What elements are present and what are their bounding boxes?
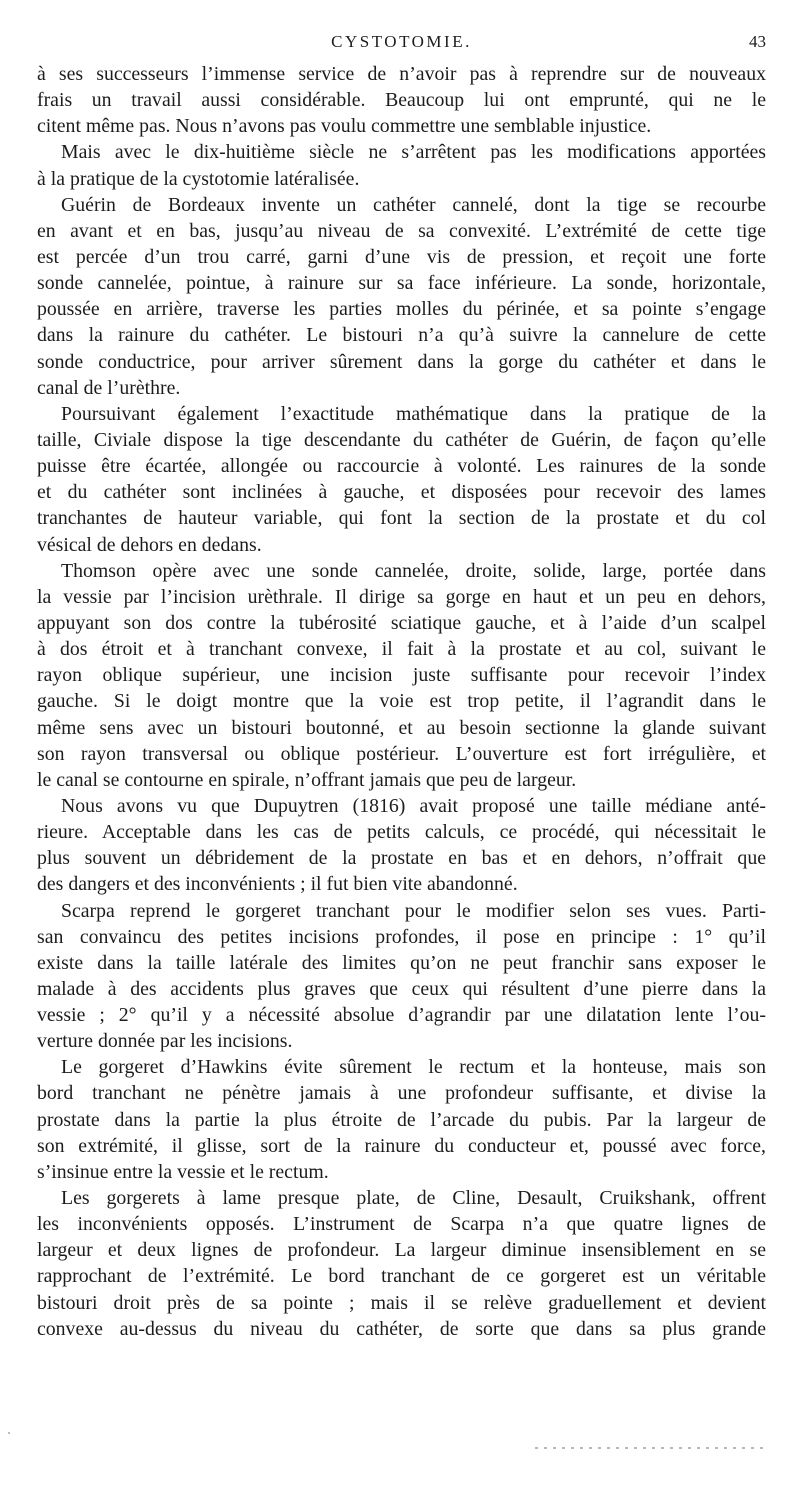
text-line: Nous avons vu que Dupuytren (1816) avait proposé une taille médiane anté- <box>61 794 766 817</box>
text-line: son extrémité, il glisse, sort de la rainure du conducteur et, poussé avec force, <box>37 1134 766 1157</box>
text-line: à dos étroit et à tranchant convexe, il fait à la prostate et au col, suivant le <box>37 638 766 661</box>
text-line: à la pratique de la cystotomie latéralisée. <box>37 167 360 190</box>
running-title: CYSTOTOMIE. <box>331 32 472 51</box>
text-line: puisse être écartée, allongée ou raccourcie à volonté. Les rainures de la sonde <box>37 455 766 478</box>
text-line: la vessie par l’incision urèthrale. Il dirige sa gorge en haut et un peu en dehors, <box>37 585 766 608</box>
text-line: poussée en arrière, traverse les parties molles du périnée, et sa pointe s’engage <box>37 298 766 321</box>
text-line: convexe au-dessus du niveau du cathéter, de sorte que dans sa plus grande <box>37 1317 766 1340</box>
text-line: Guérin de Bordeaux invente un cathéter cannelé, dont la tige se recourbe <box>61 193 766 216</box>
text-line: san convaincu des petites incisions profondes, il pose en principe : 1° qu’il <box>37 925 766 948</box>
text-line: tranchantes de hauteur variable, qui font la section de la prostate et du col <box>37 507 766 530</box>
text-line: Thomson opère avec une sonde cannelée, droite, solide, large, portée dans <box>61 559 766 582</box>
text-line: est percée d’un trou carré, garni d’une vis de pression, et reçoit une forte <box>37 245 766 268</box>
text-line: le canal se contourne en spirale, n’offrant jamais que peu de largeur. <box>37 768 577 791</box>
text-line: canal de l’urèthre. <box>37 376 181 399</box>
text-line: vessie ; 2° qu’il y a nécessité absolue d’agrandir par une dilatation lente l’ou- <box>37 1004 766 1027</box>
text-line: vésical de dehors en dedans. <box>37 533 262 556</box>
text-line: taille, Civiale dispose la tige descendante du cathéter de Guérin, de façon qu’elle <box>37 428 766 451</box>
text-line: prostate dans la partie la plus étroite de l’arcade du pubis. Par la largeur de <box>37 1108 766 1131</box>
body-text <box>37 61 766 1342</box>
text-line: même sens avec un bistouri boutonné, et au besoin sectionne la glande suivant <box>37 716 766 739</box>
text-line: rieure. Acceptable dans les cas de petits calculs, ce procédé, qui nécessitait le <box>37 821 766 844</box>
text-line: sonde cannelée, pointue, à rainure sur sa face inférieure. La sonde, horizontale, <box>37 272 766 295</box>
text-line: gauche. Si le doigt montre que la voie est trop petite, il l’agrandit dans le <box>37 690 766 713</box>
text-line: Scarpa reprend le gorgeret tranchant pour le modifier selon ses vues. Parti- <box>61 899 766 922</box>
text-line: bord tranchant ne pénètre jamais à une profondeur suffisante, et divise la <box>37 1082 766 1105</box>
text-line: les inconvénients opposés. L’instrument de Scarpa n’a que quatre lignes de <box>37 1213 766 1236</box>
text-line: Les gorgerets à lame presque plate, de Cline, Desault, Cruikshank, offrent <box>61 1187 766 1210</box>
text-line: Mais avec le dix-huitième siècle ne s’arrêtent pas les modifications apportées <box>61 141 766 164</box>
text-line: et du cathéter sont inclinées à gauche, et disposées pour recevoir des lames <box>37 481 766 504</box>
text-line: verture donnée par les incisions. <box>37 1030 293 1053</box>
scan-artifact <box>535 1447 765 1449</box>
text-line: malade à des accidents plus graves que ceux qui résultent d’une pierre dans la <box>37 977 766 1000</box>
text-line: frais un travail aussi considérable. Beaucoup lui ont emprunté, qui ne le <box>37 89 766 112</box>
text-line: Le gorgeret d’Hawkins évite sûrement le rectum et la honteuse, mais son <box>61 1056 766 1079</box>
scan-artifact-dot <box>8 1432 10 1434</box>
text-line: Poursuivant également l’exactitude mathématique dans la pratique de la <box>61 402 766 425</box>
text-line: à ses successeurs l’immense service de n’avoir pas à reprendre sur de nouveaux <box>37 63 766 85</box>
text-line: sonde conductrice, pour arriver sûrement dans la gorge du cathéter et dans le <box>37 350 766 373</box>
text-line: des dangers et des inconvénients ; il fut bien vite abandonné. <box>37 873 518 896</box>
text-line: bistouri droit près de sa pointe ; mais il se relève graduellement et devient <box>37 1291 766 1314</box>
text-line: rayon oblique supérieur, une incision juste suffisante pour recevoir l’index <box>37 664 766 687</box>
running-header <box>37 30 766 56</box>
text-line: en avant et en bas, jusqu’au niveau de sa convexité. L’extrémité de cette tige <box>37 219 766 242</box>
text-line: existe dans la taille latérale des limites qu’on ne peut franchir sans exposer le <box>37 951 766 974</box>
text-line: son rayon transversal ou oblique postérieur. L’ouverture est fort irrégulière, et <box>37 742 766 765</box>
text-line: appuyant son dos contre la tubérosité sciatique gauche, et à l’aide d’un scalpel <box>37 611 766 634</box>
page-number: 43 <box>749 32 766 51</box>
text-line: s’insinue entre la vessie et le rectum. <box>37 1160 329 1183</box>
text-line: largeur et deux lignes de profondeur. La largeur diminue insensiblement en se <box>37 1239 766 1262</box>
text-line: rapprochant de l’extrémité. Le bord tranchant de ce gorgeret est un véritable <box>37 1265 766 1288</box>
text-line: citent même pas. Nous n’avons pas voulu commettre une semblable injustice. <box>37 115 652 138</box>
text-line: dans la rainure du cathéter. Le bistouri n’a qu’à suivre la cannelure de cette <box>37 324 766 347</box>
text-line: plus souvent un débridement de la prostate en bas et en dehors, n’offrait que <box>37 847 766 870</box>
